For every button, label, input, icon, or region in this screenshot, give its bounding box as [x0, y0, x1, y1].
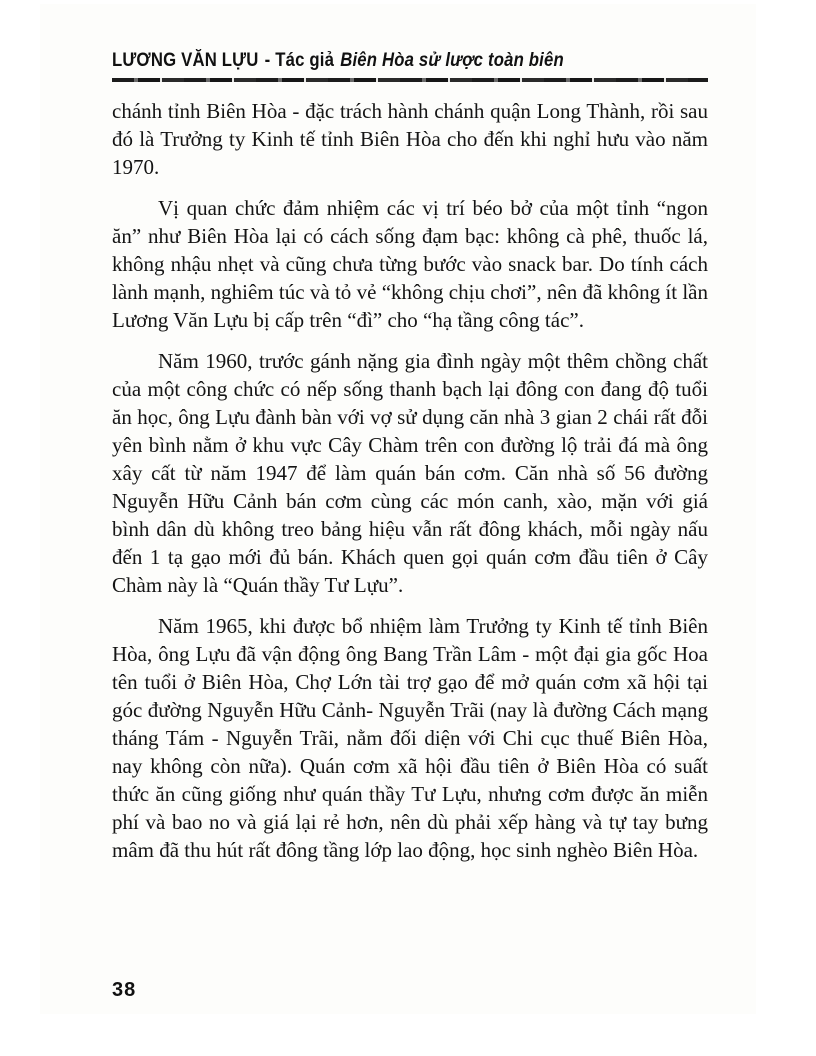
author-name: LƯƠNG VĂN LỰU	[112, 50, 259, 71]
paragraph: Năm 1960, trước gánh nặng gia đình ngày một thêm chồng chất của một công chức có nếp sống thanh bạch lại đông con đang độ tuổi ăn học, ông Lựu đành bàn với vợ sử dụng căn nhà 3 gian 2 chái rất đỗi yên bình nằm ở khu vực Cây Chàm trên con đường lộ trải đá mà ông xây cất từ năm 1947 để làm quán bán cơm. Căn nhà số 56 đường Nguyễn Hữu Cảnh bán cơm cùng các món canh, xào, mặn với giá bình dân dù không treo bảng hiệu vẫn rất đông khách, mỗi ngày nấu đến 1 tạ gạo mới đủ bán. Khách quen gọi quán cơm đầu tiên ở Cây Chàm này là “Quán thầy Tư Lựu”.	[112, 349, 708, 597]
book-title: Biên Hòa sử lược toàn biên	[340, 50, 564, 71]
paragraph-continuation: chánh tỉnh Biên Hòa - đặc trách hành chánh quận Long Thành, rồi sau đó là Trưởng ty Kinh tế tỉnh Biên Hòa cho đến khi nghỉ hưu vào năm 1970.	[112, 99, 708, 179]
author-role-prefix: - Tác giả	[264, 50, 335, 71]
paragraph: Vị quan chức đảm nhiệm các vị trí béo bở của một tỉnh “ngon ăn” như Biên Hòa lại có cách sống đạm bạc: không cà phê, thuốc lá, không nhậu nhẹt và cũng chưa từng bước vào snack bar. Do tính cách lành mạnh, nghiêm túc và tỏ vẻ “không chịu chơi”, nên đã không ít lần Lương Văn Lựu bị cấp trên “đì” cho “hạ tầng công tác”.	[112, 196, 708, 332]
running-header	[112, 50, 708, 72]
page-text-block	[112, 50, 708, 877]
paragraph: Năm 1965, khi được bổ nhiệm làm Trưởng ty Kinh tế tỉnh Biên Hòa, ông Lựu đã vận động ông Bang Trần Lâm - một đại gia gốc Hoa tên tuổi ở Biên Hòa, Chợ Lớn tài trợ gạo để mở quán cơm xã hội tại góc đường Nguyễn Hữu Cảnh- Nguyễn Trãi (nay là đường Cách mạng tháng Tám - Nguyễn Trãi, nằm đối diện với Chi cục thuế Biên Hòa, nay không còn nữa). Quán cơm xã hội đầu tiên ở Biên Hòa có suất thức ăn cũng giống như quán thầy Tư Lựu, nhưng cơm được ăn miễn phí và bao no và giá lại rẻ hơn, nên dù phải xếp hàng và tự tay bưng mâm đã thu hút rất đông tầng lớp lao động, học sinh nghèo Biên Hòa.	[112, 614, 708, 862]
header-divider-rule	[112, 78, 708, 82]
body-text	[112, 97, 708, 864]
page-number: 38	[112, 979, 137, 1001]
